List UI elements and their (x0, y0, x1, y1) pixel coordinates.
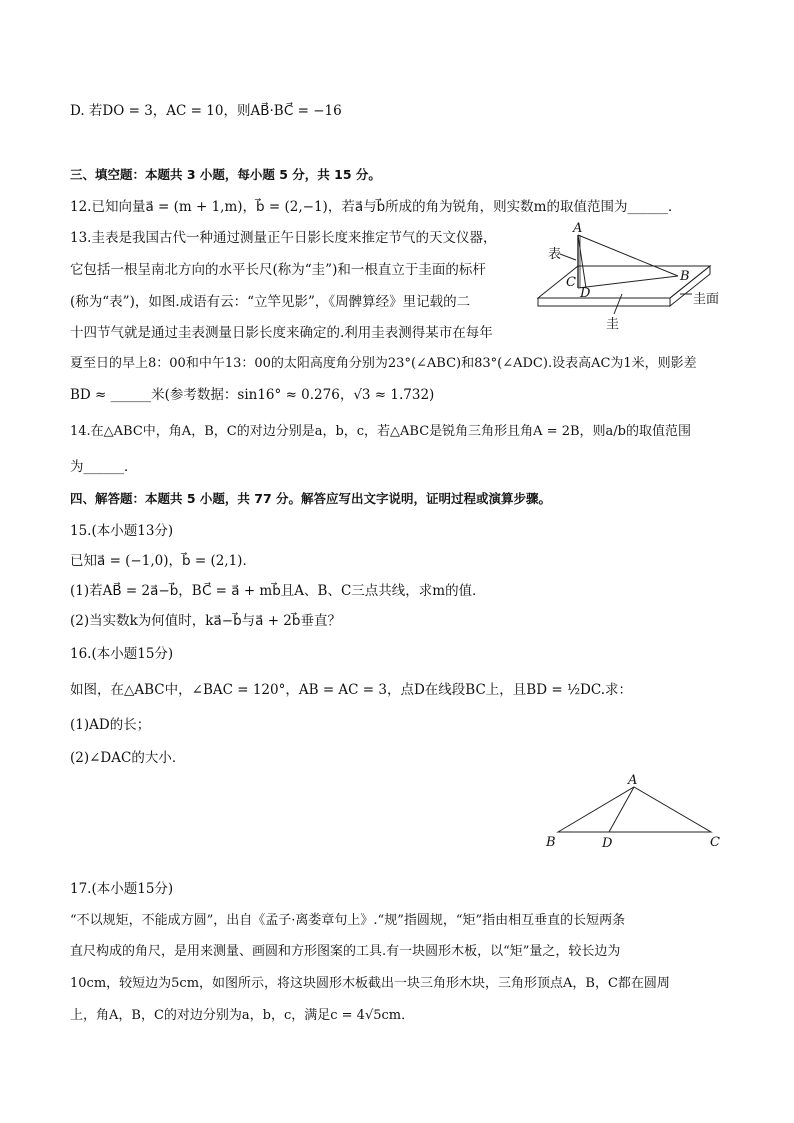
gnomon-label-b: B (680, 269, 690, 284)
ray-ad (578, 235, 586, 288)
segment-ad (609, 787, 634, 832)
question-13-line-1: 13.圭表是我国古代一种通过测量正午日影长度来推定节气的天文仪器， (70, 230, 497, 246)
triangle-label-a: A (628, 773, 638, 788)
question-13-line-2: 它包括一根呈南北方向的水平长尺(称为“圭”)和一根直立于圭面的标杆 (70, 262, 486, 278)
option-d: D. 若DO = 3，AC = 10，则AB⃗·BC⃗ = −16 (70, 103, 342, 119)
triangle-abc (558, 787, 711, 832)
section-3-header: 三、填空题：本题共 3 小题，每小题 5 分，共 15 分。 (70, 167, 381, 182)
pointer-gui (614, 294, 622, 314)
triangle-label-b: B (546, 835, 556, 850)
question-17-line-4: 上，角A，B，C的对边分别为a，b，c，满足c = 4√5cm． (70, 1008, 415, 1023)
question-16-part-1: (1)AD的长； (70, 717, 151, 733)
question-17-line-1: “不以规矩，不能成方圆”，出自《孟子·离娄章句上》.“规”指圆规，“矩”指由相互垂直的长短两条 (70, 913, 626, 928)
triangle-label-c: C (710, 835, 720, 850)
triangle-figure (540, 770, 730, 852)
question-12: 12.已知向量a⃗ = (m + 1,m)，b⃗ = (2,−1)，若a⃗与b⃗所成的角为锐角，则实数m的取值范围为______． (70, 199, 682, 215)
question-17-title: 17.(本小题15分) (70, 881, 174, 897)
question-17-line-2: 直尺构成的角尺，是用来测量、画圆和方形图案的工具.有一块圆形木板，以“矩”量之，较长边为 (70, 944, 621, 959)
question-14-line-2: 为______． (70, 459, 138, 475)
question-15-given: 已知a⃗ = (−1,0)，b⃗ = (2,1)． (70, 553, 256, 569)
question-15-title: 15.(本小题13分) (70, 523, 174, 539)
gnomon-label-c: C (566, 275, 576, 290)
gnomon-label-guimian: 圭面 (693, 292, 720, 307)
section-4-header: 四、解答题：本题共 5 小题，共 77 分。解答应写出文字说明，证明过程或演算步骤。 (70, 491, 552, 506)
question-13-line-3: (称为“表”)，如图.成语有云：“立竿见影”，《周髀算经》里记载的二 (70, 294, 471, 310)
question-16-given: 如图，在△ABC中，∠BAC = 120°，AB = AC = 3，点D在线段BC上，且BD = ½DC.求： (70, 682, 632, 698)
slab-front-face (538, 298, 670, 306)
question-13-line-4: 十四节气就是通过圭表测量日影长度来确定的.利用圭表测得某市在每年 (70, 325, 493, 341)
gnomon-figure (530, 222, 730, 340)
pointer-biao (560, 254, 576, 260)
question-13-line-6: BD ≈ ______米(参考数据：sin16° ≈ 0.276，√3 ≈ 1.732) (70, 387, 435, 403)
question-15-part-2: (2)当实数k为何值时，ka⃗−b⃗与a⃗ + 2b⃗垂直？ (70, 613, 341, 629)
triangle-label-d: D (602, 836, 613, 851)
question-14-line-1: 14.在△ABC中，角A，B，C的对边分别是a，b，c，若△ABC是锐角三角形且角A = 2B，则a/b的取值范围 (70, 424, 691, 439)
gnomon-label-a: A (573, 222, 583, 236)
gnomon-label-biao: 表 (548, 247, 562, 262)
question-16-title: 16.(本小题15分) (70, 646, 174, 662)
question-16-part-2: (2)∠DAC的大小． (70, 750, 186, 766)
gnomon-label-d: D (580, 286, 591, 301)
gnomon-label-gui: 圭 (606, 317, 620, 332)
question-15-part-1: (1)若AB⃗ = 2a⃗−b⃗，BC⃗ = a⃗ + mb⃗且A、B、C三点共线，求m的值． (70, 583, 486, 599)
shadow-cb (578, 276, 678, 288)
ray-ab (578, 235, 678, 276)
question-17-line-3: 10cm，较短边为5cm，如图所示，将这块圆形木板截出一块三角形木块，三角形顶点A，B，C都在圆周 (70, 976, 670, 991)
question-13-line-5: 夏至日的早上8：00和中午13：00的太阳高度角分别为23°(∠ABC)和83°(∠ADC).设表高AC为1米，则影差 (70, 356, 697, 371)
